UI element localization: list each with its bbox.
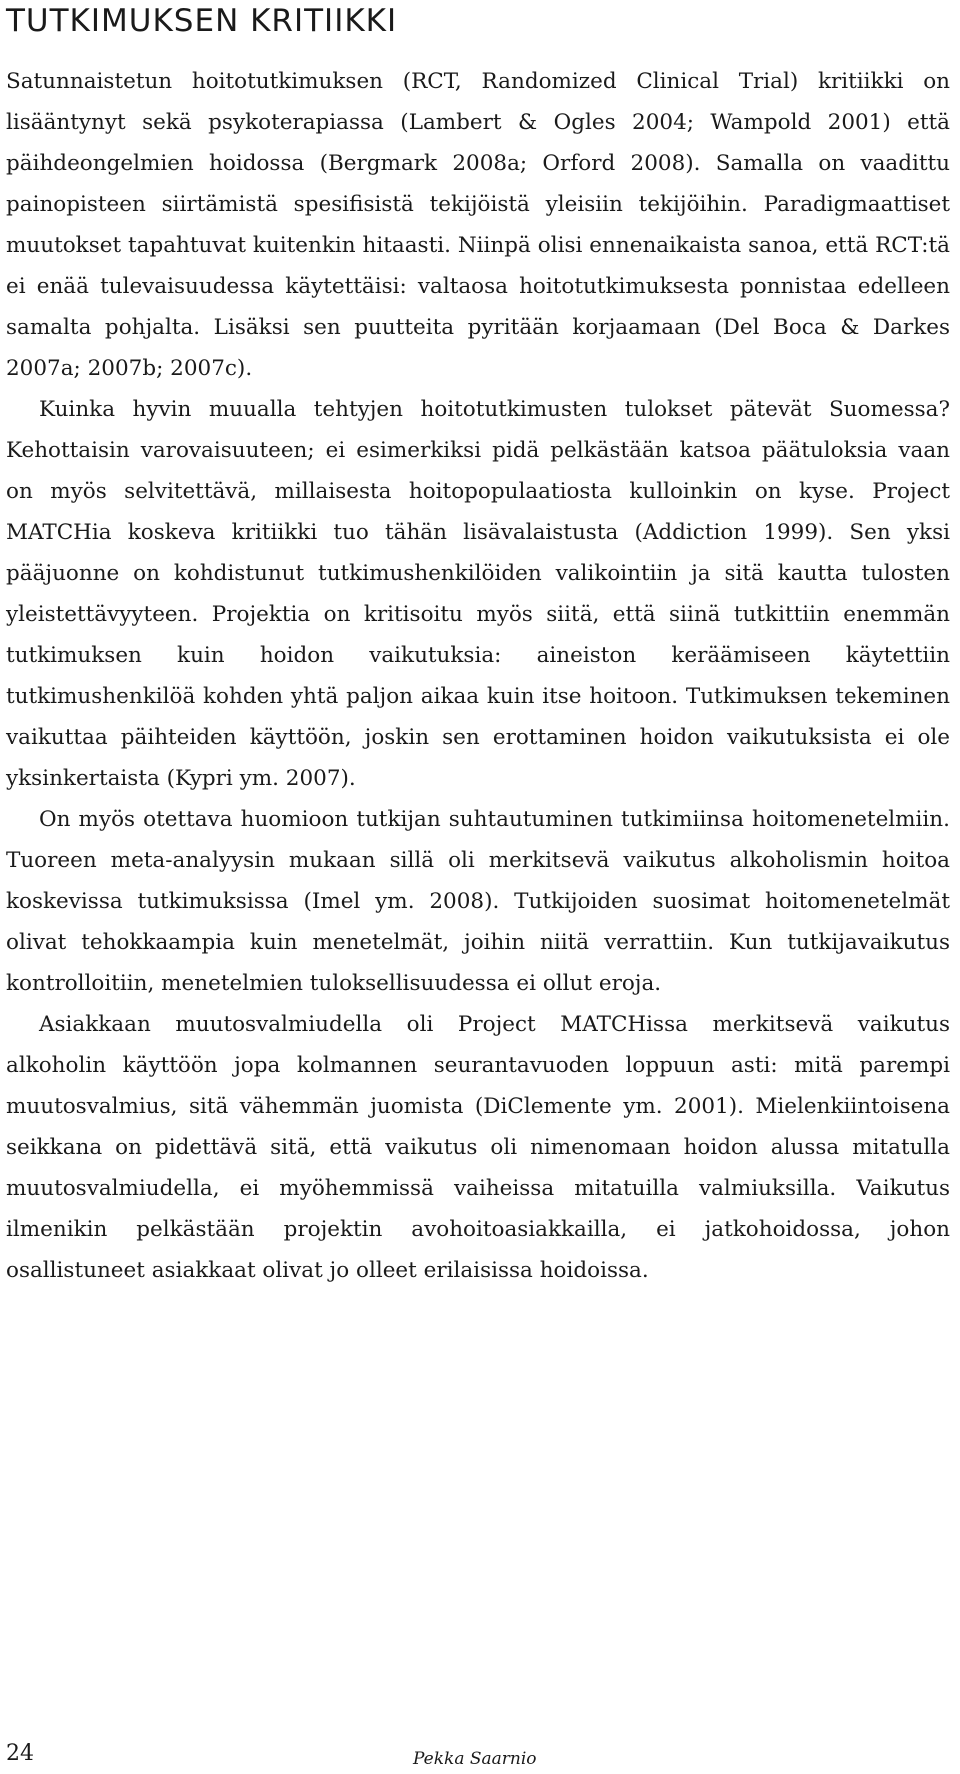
document-page <box>6 0 950 1291</box>
running-footer-author: Pekka Saarnio <box>413 1749 537 1769</box>
paragraph-4: Asiakkaan muutosvalmiudella oli Project MATCHissa merkitsevä vaikutus alkoholin käyttöön jopa kolmannen seurantavuoden loppuun asti: mitä parempi muutosvalmius, sitä vähemmän juomista (DiClemente ym. 2001). Mielenkiintoisena seikkana on pidettävä sitä, että vaikutus oli nimenomaan hoidon alussa mitatulla muutosvalmiudella, ei myöhemmissä vaiheissa mitatuilla valmiuksilla. Vaikutus ilmenikin pelkästään projektin avohoitoasiakkailla, ei jatkohoidossa, johon osallistuneet asiakkaat olivat jo olleet erilaisissa hoidoissa. <box>6 1012 950 1283</box>
section-heading: TUTKIMUKSEN KRITIIKKI <box>6 3 398 39</box>
paragraph-1: Satunnaistetun hoitotutkimuksen (RCT, Randomized Clinical Trial) kritiikki on lisääntynyt sekä psykoterapiassa (Lambert & Ogles 2004; Wampold 2001) että päihdeongelmien hoidossa (Bergmark 2008a; Orford 2008). Samalla on vaadittu painopisteen siirtämistä spesifisistä tekijöistä yleisiin tekijöihin. Paradigmaattiset muutokset tapahtuvat kuitenkin hitaasti. Niinpä olisi ennenaikaista sanoa, että RCT:tä ei enää tulevaisuudessa käytettäisi: valtaosa hoitotutkimuksesta ponnistaa edelleen samalta pohjalta. Lisäksi sen puutteita pyritään korjaamaan (Del Boca & Darkes 2007a; 2007b; 2007c). <box>6 69 950 381</box>
paragraph-2: Kuinka hyvin muualla tehtyjen hoitotutkimusten tulokset pätevät Suomessa? Kehottaisin varovaisuuteen; ei esimerkiksi pidä pelkästään katsoa päätuloksia vaan on myös selvitettävä, millaisesta hoitopopulaatiosta kulloinkin on kyse. Project MATCHia koskeva kritiikki tuo tähän lisävalaistusta (Addiction 1999). Sen yksi pääjuonne on kohdistunut tutkimushenkilöiden valikointiin ja sitä kautta tulosten yleistettävyyteen. Projektia on kritisoitu myös siitä, että siinä tutkittiin enemmän tutkimuksen kuin hoidon vaikutuksia: aineiston keräämiseen käytettiin tutkimushenkilöä kohden yhtä paljon aikaa kuin itse hoitoon. Tutkimuksen tekeminen vaikuttaa päihteiden käyttöön, joskin sen erottaminen hoidon vaikutuksista ei ole yksinkertaista (Kypri ym. 2007). <box>6 397 950 791</box>
page-number: 24 <box>6 1741 34 1766</box>
page-footer <box>6 1740 950 1772</box>
paragraph-3: On myös otettava huomioon tutkijan suhtautuminen tutkimiinsa hoitomenetelmiin. Tuoreen meta-analyysin mukaan sillä oli merkitsevä vaikutus alkoholismin hoitoa koskevissa tutkimuksissa (Imel ym. 2008). Tutkijoiden suosimat hoitomenetelmät olivat tehokkaampia kuin menetelmät, joihin niitä verrattiin. Kun tutkijavaikutus kontrolloitiin, menetelmien tuloksellisuudessa ei ollut eroja. <box>6 807 950 996</box>
